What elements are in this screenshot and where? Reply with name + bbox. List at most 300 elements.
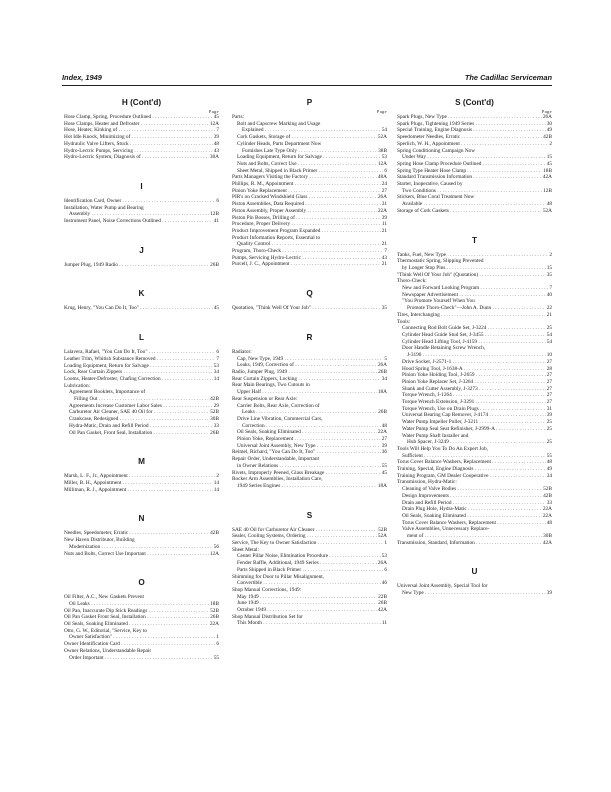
section-heading: J <box>139 245 144 255</box>
entry-text: Leaks, 1949, Correction of . . . <box>237 362 377 369</box>
entry-page-number: 25 <box>546 425 552 432</box>
section-gap <box>397 546 552 567</box>
entry-page-number: 27 <box>546 392 552 399</box>
index-entry <box>64 376 219 383</box>
entry-page-number: 18A <box>377 389 387 396</box>
index-entry <box>64 141 219 148</box>
index-section <box>232 98 387 268</box>
entry-text: Transmission, Standard, Information . . . <box>397 540 542 547</box>
index-section <box>64 578 219 661</box>
entry-page-number: 1 <box>384 540 387 547</box>
index-column-3 <box>397 98 552 597</box>
section-gap <box>64 436 219 457</box>
section-gap <box>64 225 219 246</box>
index-entry <box>397 154 552 161</box>
index-entry <box>232 127 387 134</box>
entry-page-number: 12B <box>543 187 552 194</box>
index-entry <box>397 406 552 413</box>
index-entry <box>232 409 387 416</box>
entry-text: Sheet Metal, Shipped in Black Primer . . . <box>237 168 383 175</box>
index-entry <box>232 533 387 540</box>
index-entry <box>397 466 552 473</box>
index-entry-heading: Stickers, Blue Coral Treatment Now <box>397 194 475 201</box>
index-entry <box>232 376 387 383</box>
index-entry <box>232 248 387 255</box>
index-section <box>232 511 387 628</box>
entry-page-number: 26B <box>378 368 387 375</box>
index-entry <box>397 493 552 500</box>
entry-text: Looms, Heater-Defroster, Chafing Correction . . . <box>64 376 213 383</box>
entry-text: Correction . . . <box>242 423 381 430</box>
entry-text: Standard Transmission Information . . . <box>397 174 542 181</box>
entry-text: Pinion Yoke, Replacement . . . <box>237 436 381 443</box>
index-entry <box>232 261 387 268</box>
index-entry <box>397 379 552 386</box>
index-entry <box>397 141 552 148</box>
entry-text: This Month . . . <box>237 620 381 627</box>
index-entry <box>232 483 387 490</box>
entry-page-number: 7 <box>549 285 552 292</box>
entry-text: Marsh, L. F., Jr., Appointment . . . <box>64 473 215 480</box>
entry-text: Oil Pan Gasket Front Seal, Installation . . . <box>64 614 209 621</box>
section-gap <box>397 215 552 236</box>
index-entry-heading: Spring Conditioning Campaign Now <box>397 147 476 154</box>
index-entry <box>397 473 552 480</box>
index-entry <box>232 228 387 235</box>
index-entry <box>232 168 387 175</box>
entry-text: Training Program, GM Dealer Cooperative . . . <box>397 473 546 480</box>
entry-page-number: 22 <box>546 305 552 312</box>
index-entry <box>64 198 219 205</box>
section-heading: M <box>138 457 145 467</box>
index-entry <box>397 533 552 540</box>
entry-text: Newspaper Advertisement . . . <box>402 292 546 299</box>
index-entry-heading: Transmission, Hydra-Matic: <box>397 479 457 486</box>
entry-page-number: 48 <box>546 459 552 466</box>
entry-text: Quality Control . . . <box>237 241 381 248</box>
entry-text: Product Improvement Program Expanded . . . <box>232 228 381 235</box>
entry-text: Instrument Panel, Noise Corrections Outlined . . . <box>64 218 213 225</box>
section-gap <box>64 268 219 289</box>
index-entry <box>397 305 552 312</box>
entry-text: Center Pillar Noise, Elimination Procedure . . . <box>237 553 381 560</box>
entry-text: Cylinder Head Lifting Tool, J-4159 . . . <box>402 339 546 346</box>
entry-page-number: 52A <box>542 207 552 214</box>
index-entry <box>64 369 219 376</box>
entry-page-number: 26A <box>377 560 387 567</box>
index-entry-heading: Universal Joint Assembly, Special Tool for <box>397 583 488 590</box>
index-entry <box>397 168 552 175</box>
index-entry <box>232 255 387 262</box>
index-entry <box>64 409 219 416</box>
index-entry-heading: Radiator: <box>232 348 252 355</box>
entry-page-number: 46 <box>381 580 387 587</box>
entry-text: Tires, Interchanging . . . <box>397 312 546 319</box>
index-entry <box>397 312 552 319</box>
page-column-label: Page <box>541 109 552 114</box>
index-entry <box>397 500 552 507</box>
index-entry-heading: "You Promote Yourself When You <box>402 298 475 305</box>
entry-page-number: 42A <box>542 174 552 181</box>
entry-page-number: 39 <box>546 412 552 419</box>
entry-page-number: 26A <box>377 362 387 369</box>
section-gap <box>64 161 219 182</box>
index-entry <box>397 459 552 466</box>
index-entry <box>232 463 387 470</box>
entry-text: Identification Card, Owner . . . <box>64 198 215 205</box>
entry-text: Cleaning of Valve Bodies . . . <box>402 486 542 493</box>
entry-page-number: 11 <box>381 620 387 627</box>
index-entry-heading: Valve Assemblies, Unnecessary Replace- <box>402 526 490 533</box>
index-section <box>64 514 219 557</box>
index-entry <box>232 553 387 560</box>
entry-text: Agreements Increase Customer Labor Sales . . . <box>69 403 213 410</box>
entry-page-number: 42B <box>543 134 552 141</box>
entry-text: Connecting Rod Bolt Guide Set, J-3224 . . . <box>402 325 546 332</box>
entry-page-number: 28 <box>546 365 552 372</box>
index-entry <box>397 520 552 527</box>
section-heading: U <box>471 567 478 577</box>
entry-page-number: 26B <box>210 429 219 436</box>
section-heading: K <box>138 289 145 299</box>
index-section <box>397 567 552 596</box>
entry-page-number: 27 <box>381 187 387 194</box>
entry-page-number: 27 <box>381 436 387 443</box>
entry-text: Drain and Refill Period . . . <box>402 500 546 507</box>
entry-text: Oil Seals, Soaking Eliminated . . . <box>237 429 377 436</box>
entry-text: Two Conditions . . . <box>402 188 542 195</box>
entry-page-number: 55 <box>546 452 552 459</box>
entry-page-number: 43 <box>213 147 219 154</box>
entry-page-number: 38A <box>209 154 219 161</box>
entry-text: Spring Type Heater Hose Clamp . . . <box>397 168 542 175</box>
entry-page-number: 2 <box>549 140 552 147</box>
index-entry <box>232 305 387 312</box>
entry-page-number: 12A <box>209 550 219 557</box>
entry-page-number: 21 <box>546 311 552 318</box>
index-entry-heading: Rear Main Bearings, Two Cutouts in <box>232 382 310 389</box>
section-heading: R <box>306 332 313 342</box>
entry-page-number: 12A <box>377 160 387 167</box>
entry-text: Hot Idle Knock, Minimizing of . . . <box>64 134 213 141</box>
index-entry <box>397 114 552 121</box>
entry-page-number: 54 <box>381 127 387 134</box>
entry-page-number: 36 <box>381 449 387 456</box>
index-entry <box>64 480 219 487</box>
entry-text: Radio, Jumper Plug, 1949 . . . <box>232 369 377 376</box>
entry-page-number: 6 <box>384 566 387 573</box>
header-left-title: Index, 1949 <box>62 73 102 82</box>
page-column-label: Page <box>208 109 219 114</box>
entry-text: Oil Pan Gasket, Front Seal, Installation . . . <box>69 430 209 437</box>
index-entry <box>397 513 552 520</box>
index-entry <box>64 262 219 269</box>
section-gap <box>232 268 387 289</box>
entry-page-number: 48 <box>381 422 387 429</box>
entry-text: Shank and Cutter Assembly, J-3273 . . . <box>402 386 546 393</box>
entry-text: J-3190 . . . <box>407 352 546 359</box>
entry-text: Torus Cover Balance Washers, Replacement . . . <box>402 520 546 527</box>
index-entry <box>64 655 219 662</box>
entry-text: "Think Well Of Your Job" (Quotation) . . . <box>397 272 546 279</box>
section-heading: I <box>140 181 143 191</box>
index-entry <box>64 551 219 558</box>
section-heading: S <box>306 510 313 520</box>
index-entry <box>232 594 387 601</box>
index-entry-heading: Bolt and Capscrew Marking and Usage <box>237 120 321 127</box>
section-heading: O <box>138 578 145 588</box>
index-entry <box>64 396 219 403</box>
entry-page-number: 54 <box>546 338 552 345</box>
entry-text: Sufficient . . . <box>402 453 546 460</box>
index-entry <box>397 419 552 426</box>
entry-page-number: 56 <box>213 543 219 550</box>
index-section <box>64 246 219 269</box>
entry-text: New Type . . . <box>402 590 546 597</box>
index-section <box>232 289 387 312</box>
index-entry <box>64 473 219 480</box>
index-entry <box>397 339 552 346</box>
index-section <box>397 98 552 215</box>
entry-page-number: 26B <box>210 614 219 621</box>
page-column-label: Page <box>376 109 387 114</box>
entry-text: Hydraulic Valve Lifters, Stuck . . . <box>64 141 213 148</box>
entry-page-number: 53 <box>381 154 387 161</box>
index-entry-heading: Shop Manual Distribution Set for <box>232 613 303 620</box>
entry-page-number: 5 <box>384 355 387 362</box>
entry-text: Filling Out . . . <box>74 396 209 403</box>
entry-text: Convertible . . . <box>237 580 381 587</box>
index-entry <box>397 325 552 332</box>
entry-page-number: 41 <box>213 218 219 225</box>
entry-page-number: 27 <box>546 385 552 392</box>
index-entry <box>397 412 552 419</box>
entry-text: Lock, Rear Curtain Zippers . . . <box>64 369 213 376</box>
entry-page-number: 35 <box>381 305 387 312</box>
index-entry <box>397 252 552 259</box>
index-entry <box>232 580 387 587</box>
entry-text: Oil Seals, Soaking Eliminated . . . <box>64 621 209 628</box>
index-entry-heading: Rear Suspension or Rear Axle: <box>232 395 298 402</box>
index-entry <box>64 134 219 141</box>
entry-text: Drain Plug Hole, Hydra-Matic . . . <box>402 506 542 513</box>
entry-page-number: 39 <box>381 214 387 221</box>
index-entry <box>232 362 387 369</box>
index-entry <box>397 265 552 272</box>
entry-page-number: 31 <box>546 405 552 412</box>
entry-page-number: 30B <box>210 416 219 423</box>
entry-text: Phillips, R. M., Appointment . . . <box>232 181 381 188</box>
index-entry <box>232 436 387 443</box>
index-entry <box>64 430 219 437</box>
entry-text: Lalavera, Rafael, "You Can Do It, Too" . . . <box>64 349 215 356</box>
entry-text: Loading Equipment, Return for Salvage . . . <box>64 363 213 370</box>
section-heading: P <box>306 98 313 107</box>
index-section <box>397 236 552 547</box>
entry-page-number: 39 <box>381 442 387 449</box>
index-entry <box>64 634 219 641</box>
entry-text: Pinion Yoke Replacer Set, J-3264 . . . <box>402 379 546 386</box>
entry-page-number: 7 <box>216 355 219 362</box>
index-entry <box>64 544 219 551</box>
entry-page-number: 26B <box>210 261 219 268</box>
index-entry <box>232 429 387 436</box>
entry-text: Training, Special, Engine Diagnosis . . . <box>397 466 546 473</box>
index-entry-heading: Thoro-Check: <box>397 278 427 285</box>
index-entry <box>232 389 387 396</box>
entry-page-number: 55 <box>213 654 219 661</box>
entry-page-number: 43 <box>381 254 387 261</box>
entry-page-number: 10 <box>546 352 552 359</box>
entry-page-number: 21 <box>381 227 387 234</box>
entry-text: Torque Wrench, Use on Drain Plugs . . . <box>402 406 546 413</box>
entry-text: Piston Assemblies, Data Required . . . <box>232 201 381 208</box>
entry-page-number: 7 <box>384 248 387 255</box>
index-entry <box>64 608 219 615</box>
index-entry <box>64 403 219 410</box>
index-entry <box>64 148 219 155</box>
index-entry-heading: Repair Order, Understandable, Important <box>232 456 320 463</box>
entry-page-number: 22A <box>542 512 552 519</box>
entry-text: ment of . . . <box>407 533 542 540</box>
index-entry <box>232 369 387 376</box>
section-heading: N <box>138 514 145 524</box>
index-entry <box>64 363 219 370</box>
section-heading: S (Cont'd) <box>455 98 494 107</box>
index-entry <box>232 221 387 228</box>
entry-page-number: 42B <box>210 530 219 537</box>
entry-page-number: 29 <box>213 402 219 409</box>
entry-text: Hydro-Lectric System, Diagnosis of . . . <box>64 154 209 161</box>
entry-text: SAE 40 Oil for Carburetor Air Cleaner . . . <box>232 527 377 534</box>
entry-page-number: 21 <box>381 241 387 248</box>
entry-text: Needles, Speedometer, Erratic . . . <box>64 530 209 537</box>
section-gap <box>232 490 387 511</box>
entry-text: Service, The Key to Owner Satisfaction . . . <box>232 540 383 547</box>
entry-page-number: 42A <box>377 607 387 614</box>
index-section <box>64 98 219 161</box>
entry-text: Crankcase, Redesigned . . . <box>69 416 209 423</box>
entry-text: Water Pump Seal Seat Refinisher, J-2999-A . . . <box>402 426 546 433</box>
entry-text: Upper Half . . . <box>237 389 377 396</box>
header-right-title: The Cadillac Serviceman <box>464 73 552 82</box>
entry-text: Rivets, Improperly Peened, Glass Breakage . . . <box>232 470 381 477</box>
entry-text: Oil Leaks . . . <box>69 601 209 608</box>
entry-page-number: 21 <box>381 261 387 268</box>
section-heading: L <box>138 333 144 343</box>
entry-page-number: 53 <box>213 362 219 369</box>
entry-text: Spring Hose Clamp Procedure Outlined . . . <box>397 161 546 168</box>
entry-text: Sealer, Cooling Systems, Ordering . . . <box>232 533 377 540</box>
entry-text: 1949 Series Engines . . . <box>237 483 377 490</box>
entry-text: by Longer Stop Pins . . . <box>402 265 546 272</box>
entry-page-number: 49 <box>546 466 552 473</box>
index-entry <box>64 601 219 608</box>
index-entry <box>232 188 387 195</box>
entry-text: Special Training, Engine Diagnosis . . . <box>397 127 546 134</box>
index-entry <box>397 161 552 168</box>
index-entry-heading: Product Information Reports, Essential to <box>232 234 321 241</box>
entry-text: Nuts and Bolts, Correct Use Important . . . <box>64 551 209 558</box>
index-entry <box>397 201 552 208</box>
entry-page-number: 25 <box>546 325 552 332</box>
entry-text: Torque Wrench Extension, J-3291 . . . <box>402 399 546 406</box>
index-entry <box>397 121 552 128</box>
entry-text: PIR's on Cracked Windshield Glass . . . <box>232 194 377 201</box>
entry-text: Spark Plugs, Tightening 1949 Series . . . <box>397 121 546 128</box>
index-entry-heading: New Haven Distributor, Building <box>64 537 135 544</box>
index-column-1 <box>64 98 219 661</box>
entry-page-number: 48 <box>213 140 219 147</box>
entry-text: June 1949 . . . <box>237 600 377 607</box>
entry-page-number: 34 <box>213 369 219 376</box>
index-entry-heading: Shop Manual Corrections, 1949: <box>232 586 302 593</box>
index-entry <box>64 356 219 363</box>
entry-text: Hydro-Lectric Pumps, Servicing . . . <box>64 148 213 155</box>
index-entry <box>397 174 552 181</box>
entry-text: Storage of Cork Gaskets . . . <box>397 208 542 215</box>
entry-text: Promote Thoro-Check"—John A. Dunn . . . <box>407 305 546 312</box>
entry-page-number: 1 <box>216 634 219 641</box>
entry-text: Piston Assembly, Proper Assembly . . . <box>232 208 377 215</box>
index-entry <box>397 272 552 279</box>
entry-text: Under Way . . . <box>402 154 546 161</box>
entry-page-number: 34 <box>381 375 387 382</box>
entry-page-number: 45 <box>546 160 552 167</box>
index-column-2 <box>232 98 387 627</box>
entry-text: Sperlich, W. H., Appointment . . . <box>397 141 548 148</box>
entry-text: Owner Satisfaction" . . . <box>69 634 215 641</box>
index-entry <box>397 372 552 379</box>
entry-page-number: 6 <box>216 349 219 356</box>
index-entry <box>397 439 552 446</box>
section-gap <box>64 557 219 578</box>
entry-text: Torque Wrench, J-1264 . . . <box>402 392 546 399</box>
section-gap <box>64 493 219 514</box>
entry-text: Universal Bearing Cap Remover, J-4174 . . . <box>402 412 546 419</box>
index-entry <box>64 349 219 356</box>
entry-text: Water Pump Impeller Puller, J-3211 . . . <box>402 419 546 426</box>
entry-page-number: 33 <box>546 499 552 506</box>
entry-text: Leather Trim, Whitish Substance Removed . . . <box>64 356 215 363</box>
section-gap <box>232 312 387 333</box>
index-entry <box>397 506 552 513</box>
entry-page-number: 2 <box>216 473 219 480</box>
entry-text: New and Forward Looking Program . . . <box>402 285 548 292</box>
index-entry <box>232 208 387 215</box>
entry-text: Program, Thoro-Check . . . <box>232 248 383 255</box>
index-entry <box>232 194 387 201</box>
index-entry <box>397 366 552 373</box>
entry-text: Hood Spring Tool, J-1638-A . . . <box>402 366 546 373</box>
entry-page-number: 14 <box>213 479 219 486</box>
index-entry-heading: Thermostatic Spring, Slipping Prevented <box>397 258 484 265</box>
index-entry <box>232 620 387 627</box>
index-entry <box>232 154 387 161</box>
entry-page-number: 26A <box>377 194 387 201</box>
entry-page-number: 7 <box>216 127 219 134</box>
entry-page-number: 22A <box>377 207 387 214</box>
entry-page-number: 53 <box>381 553 387 560</box>
index-entry <box>232 560 387 567</box>
index-entry <box>232 215 387 222</box>
index-entry <box>232 449 387 456</box>
index-entry-heading: Oil Filter, A.C., New Gaskets Prevent <box>64 594 144 601</box>
index-entry <box>397 399 552 406</box>
entry-text: Parts Managers Visiting the Factory . . . <box>232 174 377 181</box>
entry-page-number: 38B <box>378 147 387 154</box>
index-entry <box>64 121 219 128</box>
